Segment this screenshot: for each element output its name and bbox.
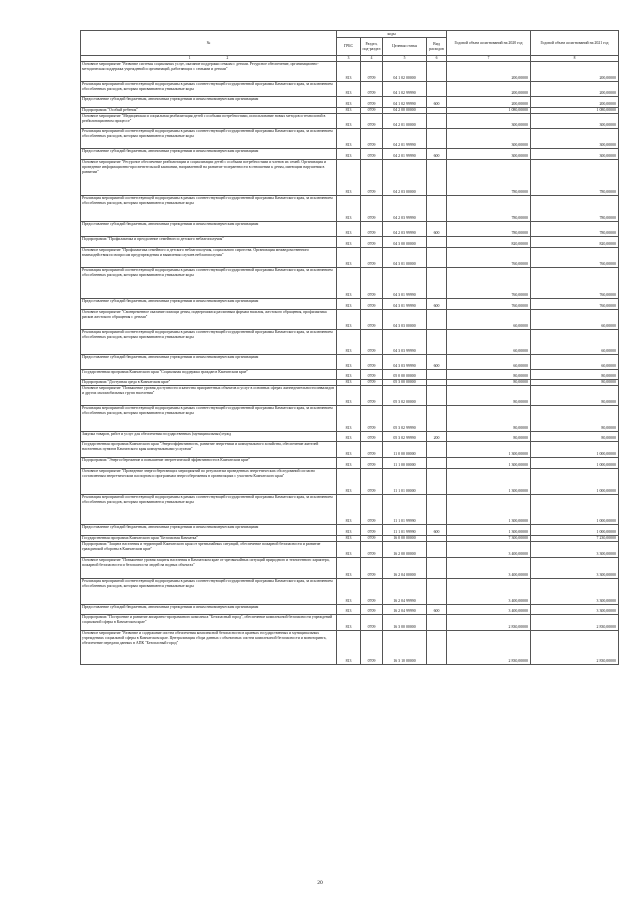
row-value-2020: 820,00000 [447, 236, 531, 247]
row-razdel: 0709 [361, 385, 383, 405]
row-csr: 04 1 02 99990 [383, 82, 427, 97]
row-name: Реализация мероприятий соответствующей подпрограммы в рамках соответствующей государственной программы Камчатского края, за исключением обособленных расходов, которым присваиваются уникальные коды [81, 128, 337, 148]
row-value-2021: 300,00000 [531, 148, 619, 159]
table-row [81, 604, 619, 614]
row-razdel: 0709 [361, 578, 383, 604]
row-grbs: 813 [337, 221, 361, 236]
row-name: Реализация мероприятий соответствующей подпрограммы в рамках соответствующей государственной программы Камчатского края, за исключением обособленных расходов, которым присваиваются уникальные коды [81, 267, 337, 298]
row-vr [427, 578, 447, 604]
row-vr [427, 630, 447, 664]
row-value-2020: 780,00000 [447, 195, 531, 221]
row-value-2020: 760,00000 [447, 267, 531, 298]
row-value-2021: 820,00000 [531, 236, 619, 247]
row-name: Подпрограмма "Особый ребенок" [81, 108, 337, 114]
row-value-2021: 80,00000 [531, 379, 619, 385]
row-csr: 05 3 02 99990 [383, 431, 427, 441]
row-value-2021: 3 300,00000 [531, 604, 619, 614]
row-csr: 04 3 01 99990 [383, 298, 427, 309]
row-value-2020: 60,00000 [447, 329, 531, 354]
row-grbs: 813 [337, 630, 361, 664]
row-name: Государственная программа Камчатского края "Энергоэффективность, развитие энергетики и коммунального хозяйства, обеспечение жителей населенных пунктов Камчатского края коммунальными услугами" [81, 441, 337, 457]
row-grbs: 813 [337, 494, 361, 524]
row-value-2020: 300,00000 [447, 128, 531, 148]
table-row [81, 524, 619, 535]
row-name: Предоставление субсидий бюджетным, автономным учреждениям и иным некоммерческим организациям [81, 148, 337, 159]
row-value-2021: 760,00000 [531, 298, 619, 309]
table-row [81, 385, 619, 405]
row-grbs: 813 [337, 578, 361, 604]
row-value-2020: 760,00000 [447, 247, 531, 267]
row-value-2020: 780,00000 [447, 221, 531, 236]
row-razdel: 0709 [361, 236, 383, 247]
row-csr: 11 1 01 00000 [383, 468, 427, 494]
row-name: Подпрограмма "Защита населения и территорий Камчатского края от чрезвычайных ситуаций, обеспечение пожарной безопасности и развитие гражданской обороны в Камчатском крае" [81, 541, 337, 557]
budget-rows [81, 62, 619, 665]
row-razdel: 0709 [361, 298, 383, 309]
row-razdel: 0709 [361, 379, 383, 385]
row-razdel: 0709 [361, 159, 383, 195]
row-name: Предоставление субсидий бюджетным, автономным учреждениям и иным некоммерческим организациям [81, 604, 337, 614]
row-value-2020: 60,00000 [447, 354, 531, 369]
column-number: 4 [361, 56, 383, 62]
row-value-2020: 3 400,00000 [447, 578, 531, 604]
row-razdel: 0709 [361, 468, 383, 494]
row-value-2021: 3 300,00000 [531, 578, 619, 604]
row-razdel: 0709 [361, 354, 383, 369]
row-csr: 04 3 03 99990 [383, 329, 427, 354]
row-name: Государственная программа Камчатского края "Безопасная Камчатка" [81, 535, 337, 541]
row-value-2021: 60,00000 [531, 329, 619, 354]
row-razdel: 0709 [361, 113, 383, 128]
row-name: Реализация мероприятий соответствующей подпрограммы в рамках соответствующей государственной программы Камчатского края, за исключением обособленных расходов, которым присваиваются уникальные коды [81, 578, 337, 604]
row-value-2020: 1 300,00000 [447, 441, 531, 457]
row-vr: 600 [427, 524, 447, 535]
row-value-2021: 780,00000 [531, 159, 619, 195]
row-vr: 600 [427, 354, 447, 369]
row-name: Закупка товаров, работ и услуг для обеспечения государственных (муниципальных) нужд [81, 431, 337, 441]
row-vr: 600 [427, 148, 447, 159]
row-razdel: 0709 [361, 128, 383, 148]
row-value-2021: 200,00000 [531, 62, 619, 82]
row-value-2021: 60,00000 [531, 309, 619, 329]
row-razdel: 0709 [361, 405, 383, 431]
row-razdel: 0709 [361, 247, 383, 267]
row-value-2020: 300,00000 [447, 148, 531, 159]
row-grbs: 813 [337, 468, 361, 494]
row-value-2021: 300,00000 [531, 113, 619, 128]
row-grbs: 813 [337, 385, 361, 405]
row-razdel: 0709 [361, 614, 383, 630]
row-value-2020: 7 300,00000 [447, 535, 531, 541]
row-value-2020: 3 400,00000 [447, 604, 531, 614]
column-number: 8 [531, 56, 619, 62]
row-csr: 04 2 03 99990 [383, 195, 427, 221]
row-csr: 11 1 01 99990 [383, 494, 427, 524]
column-number: 5 [383, 56, 427, 62]
row-value-2020: 300,00000 [447, 113, 531, 128]
row-value-2021: 760,00000 [531, 267, 619, 298]
table-row [81, 267, 619, 298]
table-row [81, 236, 619, 247]
row-csr: 16 0 00 00000 [383, 535, 427, 541]
row-value-2021: 80,00000 [531, 431, 619, 441]
row-name: Основное мероприятие "Медицинская и социальная реабилитация детей с особыми потребностями, использование новых методов и технологий в реабилитационном процессе" [81, 113, 337, 128]
row-vr [427, 267, 447, 298]
row-name: Предоставление субсидий бюджетным, автономным учреждениям и иным некоммерческим организациям [81, 97, 337, 108]
row-value-2021: 7 230,00000 [531, 535, 619, 541]
row-csr: 05 0 00 00000 [383, 369, 427, 379]
row-csr: 04 2 01 99990 [383, 128, 427, 148]
table-row [81, 329, 619, 354]
table-row [81, 97, 619, 108]
row-vr [427, 614, 447, 630]
row-vr [427, 247, 447, 267]
table-row [81, 298, 619, 309]
row-vr: 600 [427, 97, 447, 108]
row-csr: 04 1 02 00000 [383, 62, 427, 82]
row-value-2020: 2 830,00000 [447, 614, 531, 630]
row-name: Основное мероприятие "Повышение уровня защиты населения в Камчатском крае от чрезвычайных ситуаций природного и техногенного характера, пожарной безопасности и безопасности людей на водных объектах" [81, 557, 337, 578]
row-grbs: 813 [337, 309, 361, 329]
table-row [81, 441, 619, 457]
row-value-2020: 80,00000 [447, 385, 531, 405]
row-razdel: 0709 [361, 267, 383, 298]
row-vr [427, 329, 447, 354]
row-value-2020: 780,00000 [447, 159, 531, 195]
row-value-2020: 80,00000 [447, 405, 531, 431]
row-grbs: 813 [337, 128, 361, 148]
row-razdel: 0709 [361, 524, 383, 535]
table-row [81, 369, 619, 379]
row-name: Подпрограмма "Доступная среда в Камчатском крае" [81, 379, 337, 385]
row-csr: 16 2 04 00000 [383, 557, 427, 578]
budget-table-container [80, 30, 618, 665]
table-row [81, 148, 619, 159]
row-value-2021: 2 830,00000 [531, 630, 619, 664]
row-csr: 16 2 04 99990 [383, 604, 427, 614]
row-csr: 16 2 04 99990 [383, 578, 427, 604]
row-grbs: 813 [337, 267, 361, 298]
row-grbs: 813 [337, 298, 361, 309]
row-name: Реализация мероприятий соответствующей подпрограммы в рамках соответствующей государственной программы Камчатского края, за исключением обособленных расходов, которым присваиваются уникальные коды [81, 329, 337, 354]
table-row [81, 195, 619, 221]
row-vr [427, 441, 447, 457]
row-vr [427, 405, 447, 431]
row-razdel: 0709 [361, 97, 383, 108]
table-row [81, 431, 619, 441]
column-number: 7 [447, 56, 531, 62]
row-name: Государственная программа Камчатского края "Социальная поддержка граждан в Камчатском крае" [81, 369, 337, 379]
table-row [81, 159, 619, 195]
row-razdel: 0709 [361, 630, 383, 664]
table-row [81, 457, 619, 468]
row-grbs: 813 [337, 541, 361, 557]
row-vr [427, 385, 447, 405]
table-row [81, 221, 619, 236]
table-row [81, 82, 619, 97]
row-value-2020: 1 300,00000 [447, 457, 531, 468]
row-razdel: 0709 [361, 221, 383, 236]
header-csr: Целевая статья [383, 38, 427, 56]
row-razdel: 0709 [361, 431, 383, 441]
row-grbs: 813 [337, 557, 361, 578]
table-row [81, 494, 619, 524]
row-vr [427, 541, 447, 557]
row-csr: 04 1 02 99990 [383, 97, 427, 108]
row-vr [427, 128, 447, 148]
table-row [81, 557, 619, 578]
row-razdel: 0709 [361, 309, 383, 329]
row-grbs: 813 [337, 431, 361, 441]
table-row [81, 354, 619, 369]
row-name: Подпрограмма "Построение и развитие аппаратно-программного комплекса "Безопасный город", обеспечение комплексной безопасности учреждений социальной сферы в Камчатском крае" [81, 614, 337, 630]
row-razdel: 0709 [361, 557, 383, 578]
row-grbs: 813 [337, 108, 361, 114]
row-csr: 05 3 02 00000 [383, 385, 427, 405]
row-razdel: 0709 [361, 441, 383, 457]
row-value-2021: 1 000,00000 [531, 524, 619, 535]
row-grbs: 813 [337, 195, 361, 221]
row-value-2020: 760,00000 [447, 298, 531, 309]
row-grbs: 813 [337, 159, 361, 195]
row-name: Подпрограмма "Профилактика и преодоление семейного и детского неблагополучия" [81, 236, 337, 247]
row-razdel: 0709 [361, 604, 383, 614]
row-vr: 600 [427, 298, 447, 309]
table-row [81, 541, 619, 557]
row-value-2020: 3 400,00000 [447, 557, 531, 578]
row-name: Предоставление субсидий бюджетным, автономным учреждениям и иным некоммерческим организациям [81, 354, 337, 369]
row-razdel: 0709 [361, 535, 383, 541]
row-razdel: 0709 [361, 62, 383, 82]
row-csr: 05 3 00 00000 [383, 379, 427, 385]
row-csr: 11 1 01 99990 [383, 524, 427, 535]
row-razdel: 0709 [361, 494, 383, 524]
row-value-2021: 1 000,00000 [531, 441, 619, 457]
row-value-2020: 80,00000 [447, 379, 531, 385]
row-value-2021: 1 080,00000 [531, 108, 619, 114]
row-value-2021: 3 300,00000 [531, 541, 619, 557]
row-grbs: 813 [337, 524, 361, 535]
table-row [81, 247, 619, 267]
row-razdel: 0709 [361, 82, 383, 97]
row-razdel: 0709 [361, 541, 383, 557]
row-value-2021: 2 830,00000 [531, 614, 619, 630]
row-csr: 11 0 00 00000 [383, 441, 427, 457]
row-value-2020: 3 400,00000 [447, 541, 531, 557]
row-name: Реализация мероприятий соответствующей подпрограммы в рамках соответствующей государственной программы Камчатского края, за исключением обособленных расходов, которым присваиваются уникальные коды [81, 405, 337, 431]
header-num: № [81, 31, 337, 56]
row-csr: 11 1 00 00000 [383, 457, 427, 468]
row-grbs: 813 [337, 82, 361, 97]
row-csr: 04 3 03 00000 [383, 309, 427, 329]
row-name: Подпрограмма "Энергосбережение и повышение энергетической эффективности в Камчатском крае" [81, 457, 337, 468]
row-name: Предоставление субсидий бюджетным, автономным учреждениям и иным некоммерческим организациям [81, 298, 337, 309]
row-grbs: 813 [337, 379, 361, 385]
table-row [81, 614, 619, 630]
column-number: 6 [427, 56, 447, 62]
row-value-2021: 3 300,00000 [531, 557, 619, 578]
row-razdel: 0709 [361, 369, 383, 379]
row-value-2021: 1 000,00000 [531, 468, 619, 494]
row-value-2021: 60,00000 [531, 354, 619, 369]
page-number: 20 [317, 880, 323, 886]
header-year-2020: Годовой объем ассигнований на 2020 год [447, 31, 531, 56]
row-value-2021: 780,00000 [531, 195, 619, 221]
row-value-2021: 80,00000 [531, 405, 619, 431]
row-razdel: 0709 [361, 108, 383, 114]
row-vr: 600 [427, 221, 447, 236]
row-value-2020: 200,00000 [447, 62, 531, 82]
row-value-2021: 1 000,00000 [531, 457, 619, 468]
row-name: Реализация мероприятий соответствующей подпрограммы в рамках соответствующей государственной программы Камчатского края, за исключением обособленных расходов, которым присваиваются уникальные коды [81, 195, 337, 221]
table-row [81, 630, 619, 664]
row-grbs: 813 [337, 457, 361, 468]
row-name: Основное мероприятие "Ресурсное обеспечение реабилитации и социализации детей с особыми потребностями и членов их семей. Организация и проведение информационно-просветительской кампании, направленной на развитие толерантности в отношении к детям, имеющим нарушения в развитии" [81, 159, 337, 195]
row-name: Основное мероприятие "Повышение уровня доступности и качества приоритетных объектов и услуг в основных сферах жизнедеятельности инвалидов и других маломобильных групп населения" [81, 385, 337, 405]
row-vr [427, 82, 447, 97]
column-number: 3 [337, 56, 361, 62]
row-grbs: 813 [337, 236, 361, 247]
row-grbs: 813 [337, 113, 361, 128]
row-value-2021: 1 000,00000 [531, 494, 619, 524]
row-vr: 600 [427, 604, 447, 614]
row-csr: 04 3 03 99990 [383, 354, 427, 369]
row-grbs: 813 [337, 247, 361, 267]
row-value-2020: 80,00000 [447, 369, 531, 379]
row-csr: 04 3 01 99990 [383, 267, 427, 298]
row-grbs: 813 [337, 535, 361, 541]
row-value-2021: 200,00000 [531, 97, 619, 108]
row-name: Основное мероприятие "Развитие и содержание систем обеспечения комплексной безопасности в краевых государственных и муниципальных учреждениях социальной сферы в Камчатском крае. Централизация сбора данных с объектовых систем комплексной безопасности и мониторинга, обеспечение передачи данных в АПК "Безопасный город" [81, 630, 337, 664]
row-value-2021: 80,00000 [531, 369, 619, 379]
row-csr: 04 2 03 00000 [383, 159, 427, 195]
row-vr [427, 369, 447, 379]
row-grbs: 813 [337, 441, 361, 457]
row-grbs: 813 [337, 604, 361, 614]
row-value-2021: 780,00000 [531, 221, 619, 236]
row-vr [427, 494, 447, 524]
row-value-2021: 200,00000 [531, 82, 619, 97]
row-csr: 16 3 00 00000 [383, 614, 427, 630]
row-value-2020: 2 830,00000 [447, 630, 531, 664]
row-vr [427, 195, 447, 221]
row-grbs: 813 [337, 329, 361, 354]
row-razdel: 0709 [361, 148, 383, 159]
row-value-2020: 60,00000 [447, 309, 531, 329]
row-vr: 200 [427, 431, 447, 441]
row-vr [427, 468, 447, 494]
row-csr: 04 2 01 99990 [383, 148, 427, 159]
row-value-2020: 1 080,00000 [447, 108, 531, 114]
row-csr: 04 2 03 99990 [383, 221, 427, 236]
table-row [81, 62, 619, 82]
header-grbs: ГРБС [337, 38, 361, 56]
row-csr: 16 2 00 00000 [383, 541, 427, 557]
row-name: Основное мероприятие "Проведение энергосберегающих мероприятий по результатам проведенных энергетических обследований согласно составленным энергетическим паспортам и программам энергосбережения в организациях с участием Камчатского края" [81, 468, 337, 494]
row-vr [427, 113, 447, 128]
row-grbs: 813 [337, 148, 361, 159]
row-csr: 04 2 01 00000 [383, 113, 427, 128]
row-name: Основное мероприятие "Своевременное оказание помощи детям, подвергшимся различным формам насилия, жестокого обращения, профилактика рисков жестокого обращения с детьми" [81, 309, 337, 329]
table-row [81, 405, 619, 431]
table-row [81, 128, 619, 148]
table-row [81, 468, 619, 494]
row-value-2021: 760,00000 [531, 247, 619, 267]
row-name: Реализация мероприятий соответствующей подпрограммы в рамках соответствующей государственной программы Камчатского края, за исключением обособленных расходов, которым присваиваются уникальные коды [81, 82, 337, 97]
row-value-2020: 80,00000 [447, 431, 531, 441]
row-name: Основное мероприятие "Профилактика семейного и детского неблагополучия, социального сиротства. Организация межведомственного взаимодействия по вопросам предупреждения и выявления случаев неблагополучия" [81, 247, 337, 267]
row-grbs: 813 [337, 614, 361, 630]
header-vr: Вид расходов [427, 38, 447, 56]
row-razdel: 0709 [361, 457, 383, 468]
header-codes: коды [337, 31, 447, 38]
row-grbs: 813 [337, 97, 361, 108]
row-csr: 04 3 01 00000 [383, 247, 427, 267]
row-razdel: 0709 [361, 195, 383, 221]
row-value-2021: 300,00000 [531, 128, 619, 148]
row-csr: 05 3 02 99990 [383, 405, 427, 431]
row-value-2020: 200,00000 [447, 97, 531, 108]
row-vr [427, 236, 447, 247]
row-name: Предоставление субсидий бюджетным, автономным учреждениям и иным некоммерческим организациям [81, 524, 337, 535]
column-number: 1 2 [81, 56, 337, 62]
row-vr [427, 457, 447, 468]
budget-table [80, 30, 619, 665]
row-value-2020: 200,00000 [447, 82, 531, 97]
row-csr: 04 2 00 00000 [383, 108, 427, 114]
row-value-2020: 1 300,00000 [447, 468, 531, 494]
row-csr: 16 3 10 00000 [383, 630, 427, 664]
row-name: Предоставление субсидий бюджетным, автономным учреждениям и иным некоммерческим организациям [81, 221, 337, 236]
row-vr [427, 62, 447, 82]
row-grbs: 813 [337, 354, 361, 369]
row-value-2021: 80,00000 [531, 385, 619, 405]
row-csr: 04 3 00 00000 [383, 236, 427, 247]
row-name: Основное мероприятие "Развитие системы социальных услуг, оказание поддержки семьям с детьми. Ресурсное обеспечение, организационно-методическая поддержка учреждений и организаций, работающих с семьями и детьми" [81, 62, 337, 82]
row-vr [427, 309, 447, 329]
table-row [81, 578, 619, 604]
header-year-2021: Годовой объем ассигнований на 2021 год [531, 31, 619, 56]
table-row [81, 113, 619, 128]
row-value-2020: 1 300,00000 [447, 524, 531, 535]
row-grbs: 813 [337, 369, 361, 379]
row-name: Реализация мероприятий соответствующей подпрограммы в рамках соответствующей государственной программы Камчатского края, за исключением обособленных расходов, которым присваиваются уникальные коды [81, 494, 337, 524]
row-razdel: 0709 [361, 329, 383, 354]
row-value-2020: 1 300,00000 [447, 494, 531, 524]
table-row [81, 309, 619, 329]
row-vr [427, 557, 447, 578]
row-grbs: 813 [337, 405, 361, 431]
row-vr [427, 159, 447, 195]
header-razdel: Раздел, под-раздел [361, 38, 383, 56]
row-grbs: 813 [337, 62, 361, 82]
